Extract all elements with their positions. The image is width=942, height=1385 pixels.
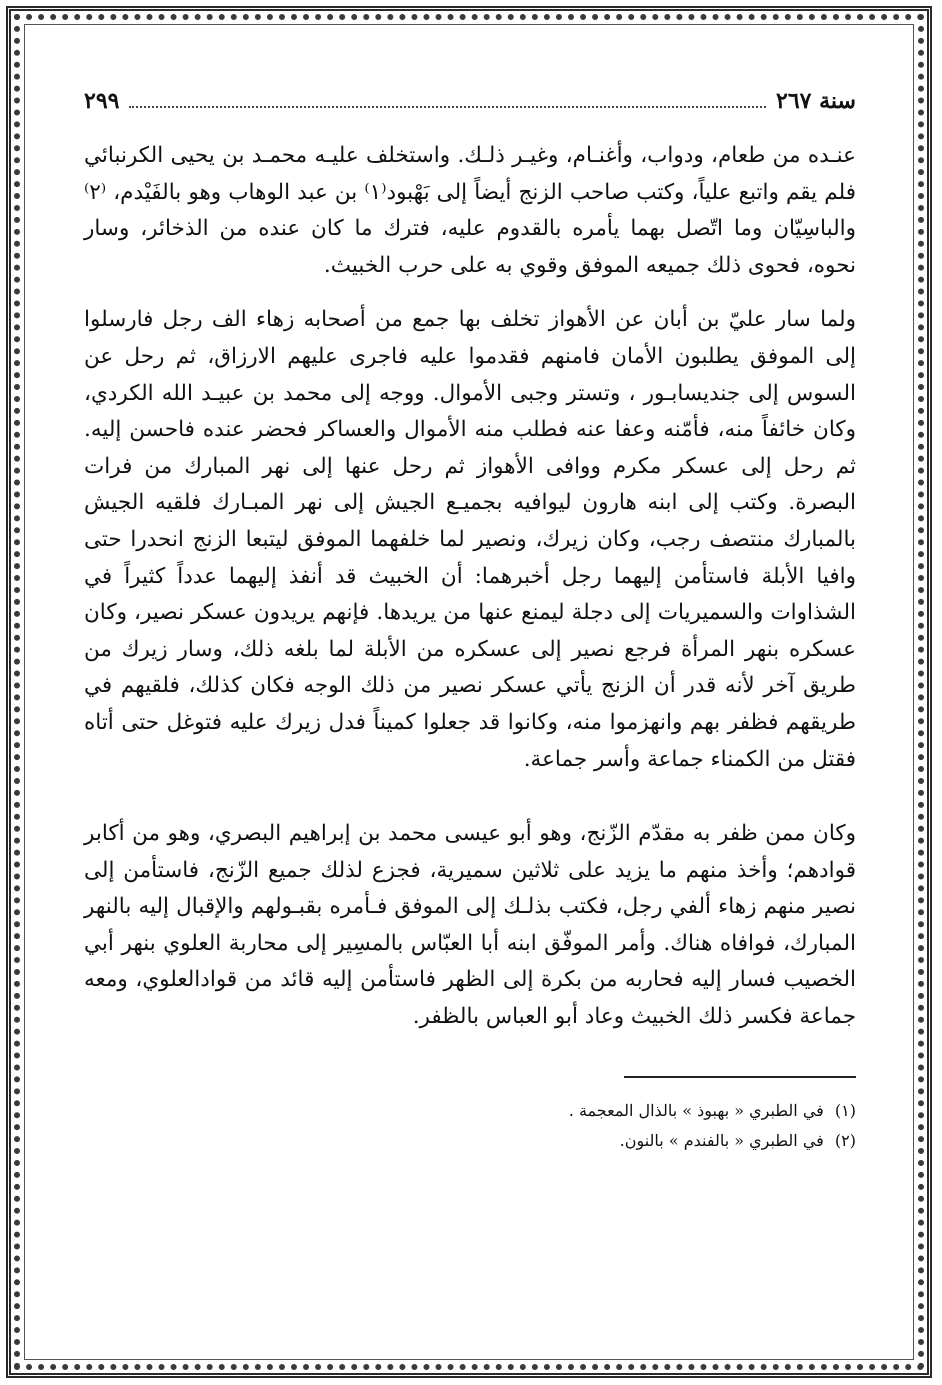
running-header xyxy=(84,88,856,128)
paragraph-1: عنـده من طعام، ودواب، وأغنـام، وغيـر ذلـك. واستخلف عليـه محمـد بن يحيى الكرنبائي فلم يقم واتبع علياً، وكتب صاحب الزنج أيضاً إلى بَهْبود⁽١⁾ بن عبد الوهاب وهو بالفَيْدم، ⁽٢⁾ والباسِيّان وما اتّصل بهما يأمره بالقدوم عليه، فترك ما كان عنده من الذخائر، وسار نحوه، فحوى ذلك جميعه الموفق وقوي به على حرب الخبيث. xyxy=(84,143,856,278)
header-dotted-leader xyxy=(129,106,766,108)
footnote-separator xyxy=(624,1076,856,1078)
footnote-2-number: (٢) xyxy=(834,1130,856,1150)
paragraph-2: ولما سار عليّ بن أبان عن الأهواز تخلف بها جمع من أصحابه زهاء الف رجل فارسلوا إلى الموفق يطلبون الأمان فامنهم فقدموا عليه فاجرى عليهم الارزاق، ثم رحل عن السوس إلى جنديسابـور ، وتستر وجبى الأموال. ووجه إلى محمد بن عبيـد الله الكردي، وكان خائفاً منه، فأمّنه وعفا عنه فطلب منه الأموال والعساكر فحضر عنده فاحسن إليه. ثم رحل إلى عسكر مكرم ووافى الأهواز ثم رحل عنها إلى نهر المبارك من فرات البصرة. وكتب إلى ابنه هارون ليوافيه بجميـع الجيش إلى نهر المبـارك فلقيه الجيش بالمبارك منتصف رجب، وكان زيرك، ونصير لما خلفهما الموفق ليتبعا الزنج انحدرا حتى وافيا الأبلة فاستأمن إليهما رجل أخبرهما: أن الخبيث قد أنفذ إليهما عدداً كثيراً في الشذاوات والسميريات إلى دجلة ليمنع عنها من يريدها. فإنهم يريدون عسكر نصير، وكان عسكره بنهر المرأة فرجع نصير إلى عسكره من الأبلة لما بلغه ذلك، وسار زيرك من طريق آخر لأنه قدر أن الزنج يأتي عسكر نصير من ذلك الوجه فكان كذلك، فلقيهم في طريقهم فظفر بهم وانهزموا منه، وكانوا قد جعلوا كميناً فدل زيرك عليه فتوغل حتى أتاه فقتل من الكمناء جماعة وأسر جماعة. xyxy=(84,307,856,772)
footnote-1 xyxy=(84,1096,856,1126)
page-number: ٢٩٩ xyxy=(84,88,120,114)
footnote-1-text: في الطبري « بهبوذ » بالذال المعجمة . xyxy=(568,1100,824,1120)
footnotes xyxy=(84,1096,856,1156)
header-year: سنة ٢٦٧ xyxy=(776,88,856,114)
paragraph-3: وكان ممن ظفر به مقدّم الزّنج، وهو أبو عيسى محمد بن إبراهيم البصري، وهو من أكابر قوادهم؛ وأخذ منهم ما يزيد على ثلاثين سميرية، فجزع لذلك جميع الزّنج، فاستأمن إلى نصير منهم زهاء ألفي رجل، فكتب بذلـك إلى الموفق فـأمره بقبـولهم والإقبال إليه بالنهر المبارك، فوافاه هناك. وأمر الموفّق ابنه أبا العبّاس بالمسِير إلى محاربة العلوي بنهر أبي الخصيب فسار إليه فحاربه من بكرة إلى الظهر فاستأمن إليه قائد من قوادالعلوي، ومعه جماعة فكسر ذلك الخبيث وعاد أبو العباس بالظفر. xyxy=(84,821,856,1030)
footnote-2 xyxy=(84,1126,856,1156)
footnote-2-text: في الطبري « بالفندم » بالنون. xyxy=(619,1130,824,1150)
footnote-1-number: (١) xyxy=(834,1100,856,1120)
page-content xyxy=(84,88,856,1156)
